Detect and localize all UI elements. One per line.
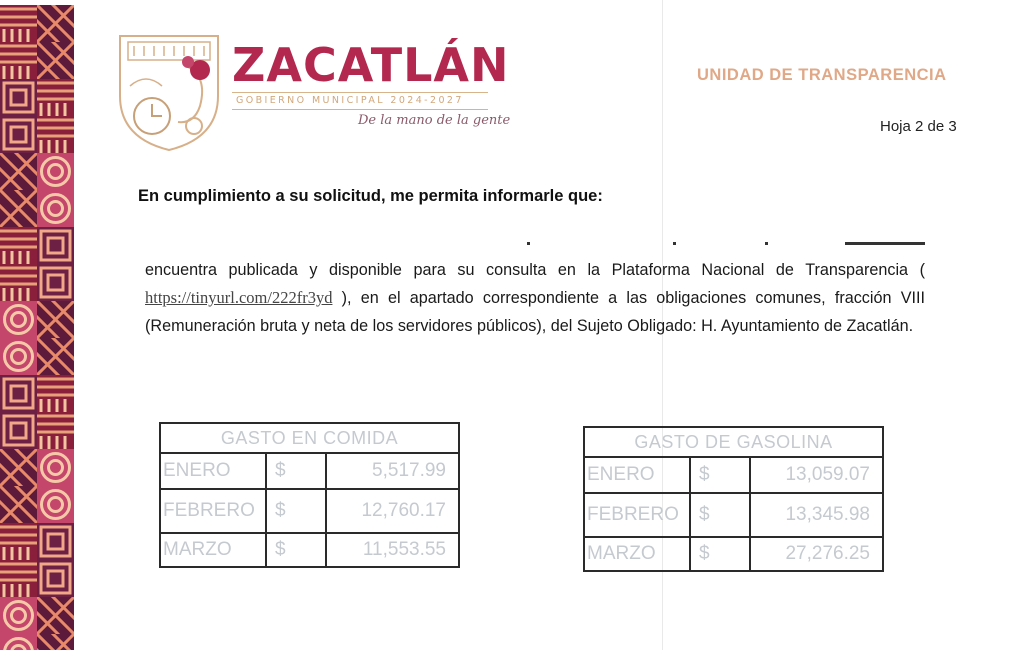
brand-divider-2 (232, 109, 488, 110)
currency-cell: $ (266, 453, 326, 489)
month-cell: FEBRERO (160, 489, 266, 533)
body-paragraph (145, 256, 925, 340)
month-cell: FEBRERO (584, 493, 690, 537)
table-row (160, 453, 459, 489)
month-cell: MARZO (584, 537, 690, 571)
table-row (160, 489, 459, 533)
municipal-emblem-icon (116, 26, 222, 152)
paragraph-part-1: encuentra publicada y disponible para su consulta en la Plataforma Nacional de Transparencia ( (145, 261, 925, 279)
amount-cell: 13,059.07 (750, 457, 883, 493)
table-row (584, 457, 883, 493)
table-row (584, 537, 883, 571)
page-number: Hoja 2 de 3 (880, 118, 957, 135)
brand-divider (232, 92, 488, 93)
table-title: GASTO EN COMIDA (160, 423, 459, 453)
intro-text: En cumplimiento a su solicitud, me permita informarle que: (138, 187, 603, 205)
fuel-expense-table (583, 426, 884, 572)
month-cell: ENERO (584, 457, 690, 493)
platform-link[interactable]: https://tinyurl.com/222fr3yd (145, 288, 333, 307)
currency-cell: $ (266, 533, 326, 567)
amount-cell: 5,517.99 (326, 453, 459, 489)
month-cell: ENERO (160, 453, 266, 489)
currency-cell: $ (690, 537, 750, 571)
pattern-icon (0, 5, 74, 650)
decorative-side-border (0, 5, 74, 650)
brand-slogan: De la mano de la gente (358, 113, 511, 128)
month-cell: MARZO (160, 533, 266, 567)
paragraph-part-2: ), en el apartado correspondiente a las obligaciones comunes, fracción VIII (Remuneración bruta y neta de los servidores públicos), del Sujeto Obligado: H. Ayuntamiento de Zacatlán. (145, 289, 925, 335)
currency-cell: $ (266, 489, 326, 533)
table-row (160, 533, 459, 567)
currency-cell: $ (690, 493, 750, 537)
amount-cell: 27,276.25 (750, 537, 883, 571)
table-title: GASTO DE GASOLINA (584, 427, 883, 457)
currency-cell: $ (690, 457, 750, 493)
table-row (584, 493, 883, 537)
brand-name: ZACATLÁN (232, 38, 510, 92)
amount-cell: 11,553.55 (326, 533, 459, 567)
amount-cell: 12,760.17 (326, 489, 459, 533)
unit-title: UNIDAD DE TRANSPARENCIA (697, 66, 947, 84)
amount-cell: 13,345.98 (750, 493, 883, 537)
brand-subtitle: GOBIERNO MUNICIPAL 2024-2027 (236, 95, 464, 106)
food-expense-table (159, 422, 460, 568)
clipped-text-line (145, 236, 925, 250)
